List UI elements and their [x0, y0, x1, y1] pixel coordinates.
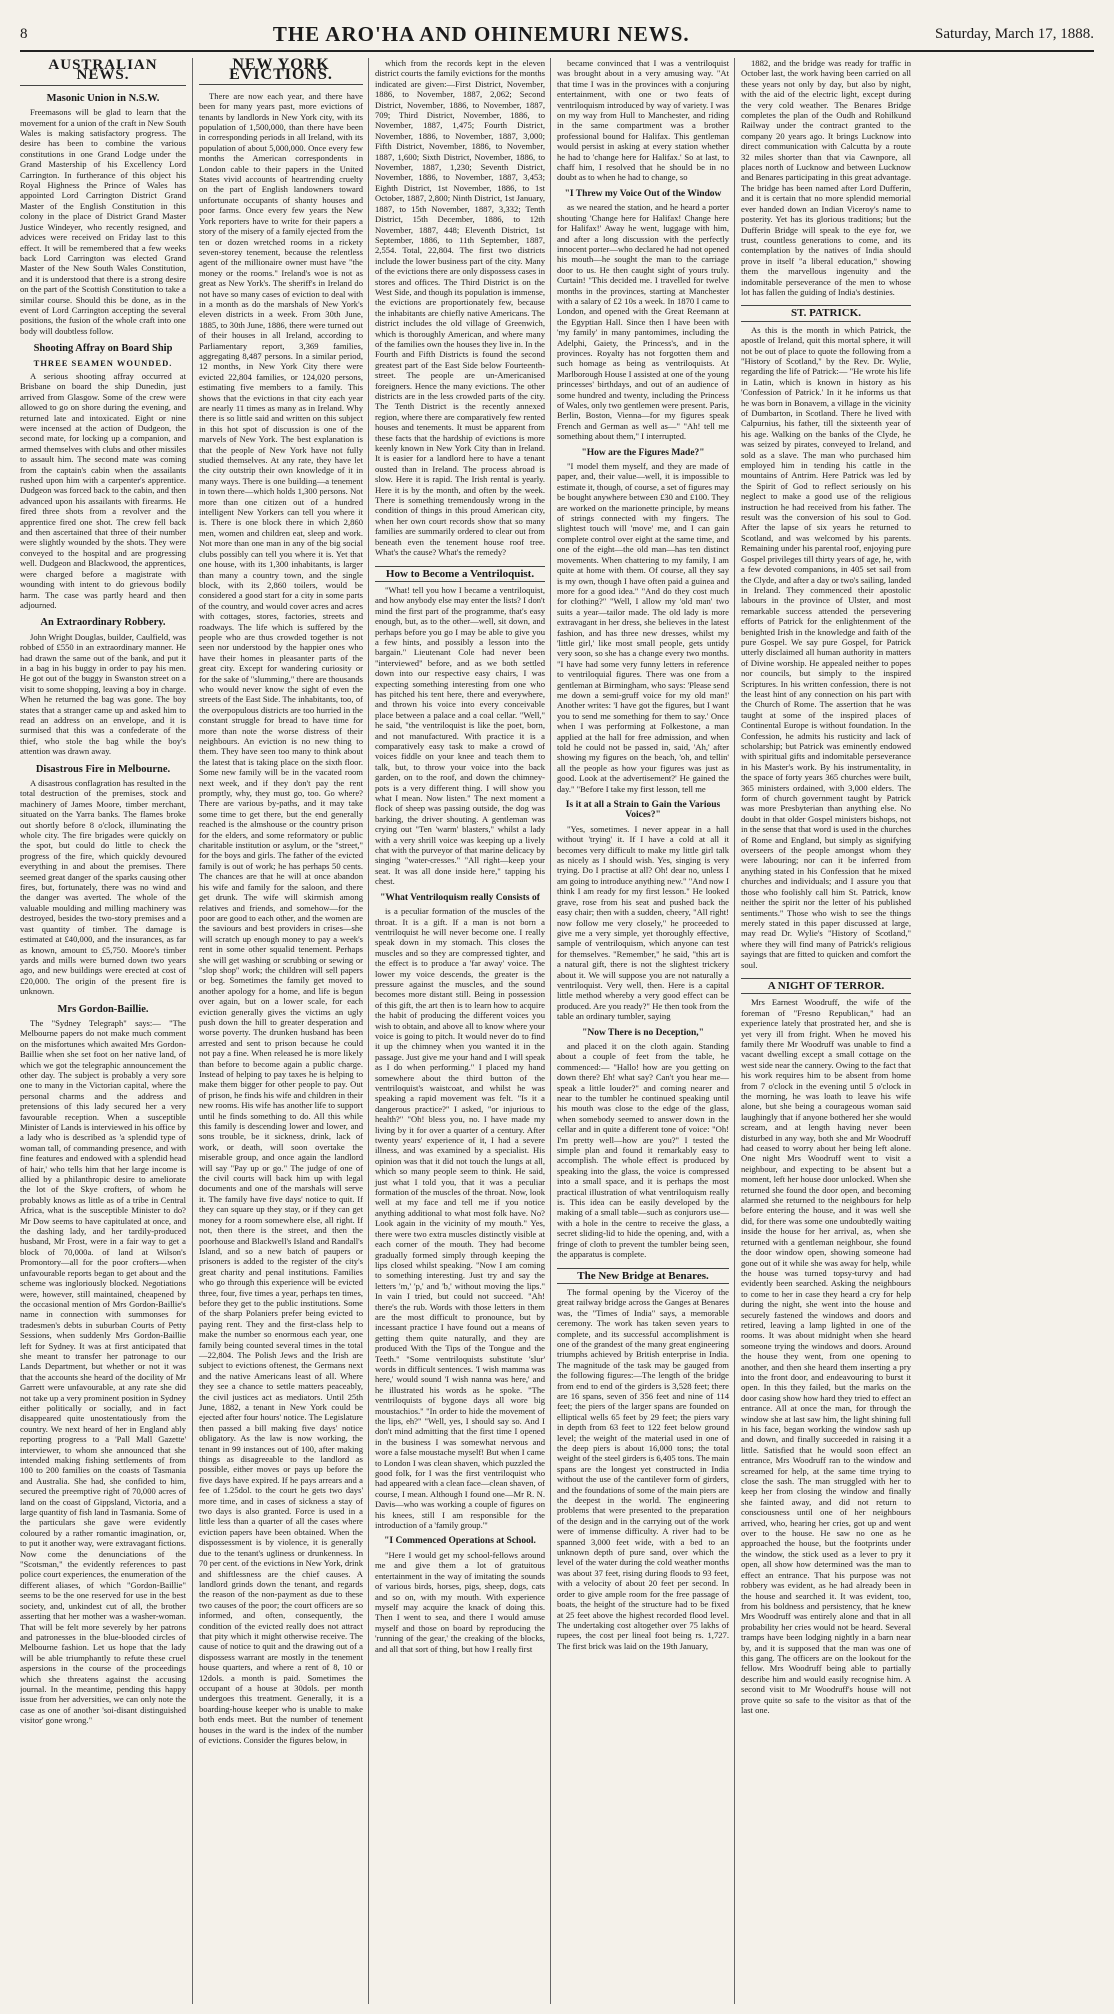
subheading-what-ventriloquism: "What Ventriloquism really Consists of [380, 892, 540, 903]
article-body-ventriloquist-6: "I model them myself, and they are made of paper, and, their value—well, it is impossible to estimate it, though, of course, a set of figures may be bought anywhere between £30 and £100. They are worked on the marionette principle, by means of strings connected with my fingers. The slightest touch will 'move' me, and I can gain complete control over eight at the same time, and one of the eight—the old man—has ten distinct movements. When chattering to my family, I am quite at home with them. Of course, all they say is my own, though I have often paid a guinea and more for a good idea." "And do they cost much for clothing?" "Well, I allow my 'old man' two suits a year—tailor made. The old lady is more extravagant in her dress, she believes in the latest fashion, and has three new dresses, whilst my 'little girl,' like most small people, gets untidy very soon, so she has a change every two months. "I have had some very funny letters in reference to ventriloquial figures. There was one from a gentleman at Birmingham, who says: 'Please send me down a semi-gruff voice for my old man!' Another writes: 'I have got the figures, but I want you to send me something for them to say.' Once when I was performing at Folkestone, a man applied at the hall for free admission, and when told he could not be passed in, said, 'Ah,' after showing my figures on the beach, 'oh, and tellin' all the people as how your figures was just as good. Look at the advertisement?' He gained the day." "Before I take my first lesson, tell me [557, 461, 729, 794]
masthead [20, 18, 1094, 52]
article-body-robbery: John Wright Douglas, builder, Caulfield, was robbed of £550 in an extraordinary manner. He had drawn the same out of the bank, and put it in a bag in his buggy in order to pay his men. He got out of the buggy in Swanston street on a visit to some shopping, leaving a boy in charge. When he returned the bag was gone. The boy states that a stranger came up and asked him to read an address on an envelope, and it is surmised that this was a confederate of the thief, who stole the bag while the boy's attention was drawn away. [20, 631, 186, 757]
column-2 [192, 58, 369, 2004]
article-title-gordon-baillie: Mrs Gordon-Baillie. [57, 1003, 149, 1015]
column-4 [550, 58, 735, 2004]
page-number: 8 [20, 25, 28, 42]
divider [20, 85, 186, 86]
article-title-shooting-affray: Shooting Affray on Board Ship [33, 343, 173, 355]
article-body-evictions-continued: which from the records kept in the eleven district courts the family evictions for the months indicated are given:—First District, November, 1886, to November, 1887, 2,062; Second District, November, 1886, to November, 1887, 709; Third District, November, 1886, to November, 1887, 1,475; Fourth District, November, 1886, to November, 1887, 3,000; Fifth District, November, 1886, to November, 1887, 1,600; Sixth District, November, 1886, to November, 1887, 1,230; Seventh District, November, 1886, to November, 1887, 3,453; Eighth District, 1st November, 1886, to 1st October, 1887, 2,800; Ninth District, 1st January, 1887, to 15th November, 1887, 3,332; Tenth District, 15th December, 1886, to 12th November, 1887, 448; Eleventh District, 1st September, 1886, to 11th September, 1887, 2,554. Total, 22,804. The first two districts include the lower business part of the city. Many of the evictions there are only dispossess cases in stores and offices. The Third District is on the West Side, and though its population is immense, the evictions are proportionately few, because the inhabitants are chiefly native Americans. The district includes the old village of Greenwich, which is thoroughly American, and where many of the families own the houses they live in. In the Fourth and Fifth Districts is found the second greatest part of the East Side below Fourteenth-street. The people are un-Americanised foreigners. Hence the many evictions. The other districts are in the less crowded parts of the city. The Tenth District is the recently annexed region, where there are comparatively few rented houses and tenements. It must be apparent from these facts that the hardship of evictions is more keenly known in New York City than in Ireland. It is easier for a landlord here to have a tenant ousted than in Ireland. The process abroad is slow. Here it is rapid. The Irish rental is yearly. Here it is by the month, and often by the week. There is something tremendously wrong in the condition of things in this proud American city, when her own court records show that so many families are summarily ordered to clear out from beneath even the tenement house roof tree. What's the cause? What's the remedy? [375, 58, 545, 558]
issue-date: Saturday, March 17, 1888. [935, 25, 1094, 42]
subheading-strain-voices: Is it at all a Strain to Gain the Various Voices?" [565, 800, 721, 821]
newspaper-title: THE ARO'HA AND OHINEMURI NEWS. [272, 21, 690, 46]
article-body-melbourne-fire: A disastrous conflagration has resulted in the total destruction of the premises, stock and machinery of James Moore, timber merchant, situated on the Yarra banks. The flames broke out shortly before 8 o'clock, illuminating the whole city. The fire brigades were quickly on the spot, but could do little to check the progress of the fire, which quickly devoured everything in and about the premises. There seemed great danger of the sparks causing other fires, but, fortunately, there was no wind and the danger was averted. The whole of the valuable moulding and milling machinery was destroyed, besides the two-story premises and a vast quantity of timber. The damage is estimated at £40,000, and the insurances, as far as known, amount to £5,750. Moore's timber yards and mills were burned down two years ago, and new buildings were erected at cost of £20,000. The origin of the present fire is unknown. [20, 778, 186, 997]
column-3 [368, 58, 551, 2004]
article-subtitle-shooting-affray: THREE SEAMEN WOUNDED. [33, 357, 173, 368]
article-title-st-patrick: ST. PATRICK. [741, 305, 911, 321]
section-title-australian-news: AUSTRALIAN NEWS. [48, 58, 158, 84]
columns [20, 58, 1094, 2008]
article-body-ventriloquist-8: and placed it on the cloth again. Standing about a couple of feet from the table, he commenced:— "Hallo! how are you getting on down there? Eh! what say? Can't you hear me—speak a little louder?" and coming nearer and near to the tumbler he continued speaking until his mouth was close to the edge of the glass, when somebody seemed to answer down in the cellar and in quite a different tone of voice: "Oh! I'm pretty well—how are you?" I tested the simple plan and found it remarkably easy to accomplish. The whole effect is produced by speaking into the glass, the voice is compressed into a small space, and it is perhaps the most practical illustration of what ventriloquism really is. This idea can be easily developed by the making of a small table—such as conjurors use—with a hole in the centre to receive the glass, a secret sliding-lid to hide the opening, and, with a fringe of cloth to prevent the tumbler being seen, the apparatus is complete. [557, 1040, 729, 1260]
article-body-ventriloquist-4: became convinced that I was a ventriloquist was brought about in a very amusing way. "At that time I was in the provinces with a conjuring entertainment, with one or two feats of ventriloquism introduced by way of variety. I was on my way from Hull to Manchester, and riding in the same compartment was a brother professional bound for Halifax. This gentleman would persist in asking at every station whether he had to 'change here for Halifax.' So at last, to chaff him, I resolved that he should be in no doubt as to when he had to change, so [557, 58, 729, 183]
article-body-gordon-baillie: The "Sydney Telegraph" says:— "The Melbourne papers do not make much comment on the misfortunes which awaited Mrs Gordon-Baillie when she set foot on her native land, of which we got the telegraphic announcement the other day. The subject is probably a very sore one to many in the Victorian capital, where the personal charms and the address and pretensions of this lady secured her a very favourable reception. When a susceptible Minister of Lands is interviewed in his office by a lady who is described as 'a splendid type of woman tall, of commanding presence, and with fine features and endowed with a splendid head of hair,' who tells him that her large income is allied by a philanthropic desire to ameliorate the lot of the Skye crofters, of whom he probably knows as little as of a tribe in Central Africa, what is the susceptible Minister to do? Mr Dow seems to have capitulated at once, and the dashing lady, and her tardily-produced husband, Mr Frost, were in a fair way to get a block of 70,000a. of land at Wilson's Promontory—all for the poor crofters—when unfavourable reports began to get about and the scheme was ingloriously blocked. Negotiations were, however, still maintained, cheapened by the occasional mention of Mrs Gordon-Baillie's name in connection with summonses for tradesmen's debts in suburban Courts of Petty Sessions, when suddenly Mrs Gordon-Baillie left for Sydney. It was at first anticipated that she meant to transfer her patronage to our Lands Department, but whether or not it was that the accounts she heard of the docility of Mr Garrett were unfavourable, at any rate she did not take up a very prominent position in Sydney either politically or socially, and in fact disappeared quite unostentatiously from the country. We next heard of her in England ably reporting progress to a 'Pall Mall Gazette' interviewer, to whom she announced that she intended making fishing settlements of from 100 to 200 families on the coasts of Tasmania and Australia. She had, she confided to him, secured the preemptive right of 70,000 acres of land on the coast of Gippsland, Victoria, and a large quantity of fish land in Tasmania. Some of the particulars she gave were evidently coloured by a rather romantic imagination, or, to put it another way, were extravagant fictions. Now come the denunciations of the "Scotsman," the evidently references to past police court experiences, the enumeration of the different aliases, of which "Gordon-Baillie" seems to be the one reserved for use in the best society, and, unkindest cut of all, the brother asserting that her mother was a washer-woman. That will be felt more severely by her patrons and patronesses in the blue-blooded circles of Melbourne fashion. Let us hope that the lady will be able triumphantly to refute these cruel aspersions in the course of the proceedings which she threatens against the accusing journal. In the meantime, pending this happy issue from her adversities, we can only note the case as one of another 'soi-disant distinguished visitor' gone wrong." [20, 1017, 186, 1726]
article-body-ventriloquist-7: "Yes, sometimes. I never appear in a hall without 'trying' it. If I have a cold at all it becomes very difficult to make my little girl talk as nicely as I should wish. Yes, singing is very trying. Do I practise at all? Oh! dear no, unless I am going to introduce anything new." "And now I think I am ready for my first lesson." He looked grave, rose from his seat and pushed back the easy chair; then with a sudden, cheery, "All right! now follow me very closely," he proceeded to give me a very simple, yet thoroughly effective, sample of ventriloquism, which anyone can test for themselves. "Remember," he said, "this art is a natural gift, there is not the slightest trickery about it. We will suppose you are not naturally a ventriloquist. Very well, then. Here is a capital little method whereby a very good effect can be produced. Are you ready?" He then took from the table an ordinary tumbler, saying [557, 823, 729, 1022]
article-title-benares-bridge: The New Bridge at Benares. [557, 1268, 729, 1284]
article-title-masonic-union: Masonic Union in N.S.W. [46, 92, 160, 104]
subheading-commenced-school: "I Commenced Operations at School. [384, 1536, 536, 1547]
article-body-shooting-affray: A serious shooting affray occurred at Brisbane on board the ship Dunedin, just arrived from Glasgow. Some of the crew were allowed to go on shore during the evening, and returned late and intoxicated. Eight or nine were incensed at the action of Dudgeon, the second mate, for locking up a companion, and armed themselves with clubs and other missiles to assault him. The second mate was coming from the captain's cabin when the assailants rushed upon him with a carpenter's apprentice. Dudgeon was forced back to the cabin, and then advanced upon his assailants with firearms. He fired three shots from a revolver and the apprentice fired one shot. The crew fell back and then ascertained that three of their number were slightly wounded by the shots. They were conveyed to the hospital and are progressing well. Dudgeon and Blackwood, the apprentices, were charged before a magistrate with wounding with intent to do grievous bodily harm. The case was partly heard and then adjourned. [20, 370, 186, 610]
column-5 [734, 58, 917, 2004]
article-title-melbourne-fire: Disastrous Fire in Melbourne. [35, 763, 171, 775]
article-body-benares-continued: 1882, and the bridge was ready for traffic in October last, the work having been carried on all these years not only by day, but also by night, with the aid of the electric light, except during the very cold weather. The Benares Bridge completes the plan of the Oudh and Rohilkund Railway under the contract granted to the company 20 years ago. It brings Lucknow into direct communication with Calcutta by a route 32 miles shorter than that via Cawnpore, all places north of Lucknow and between Lucknow and Benares participating in this great advantage. The bridge has been named after Lord Dufferin, and it is certain that no more splendid memorial ever handed down an Indian Viceroy's name to posterity. Yet has its glorious traditions; but the Dufferin Bridge will speak to the eye for, we trust, countless generations to come, and its contemplation by the natives of India should prove in itself "a liberal education," showing them the marvellous ingenuity and the indomitable perseverance of the men to whose lot has fallen the guiding of India's destinies. [741, 58, 911, 297]
article-body-masonic-union: Freemasons will be glad to learn that the movement for a union of the craft in New South Wales is making satisfactory progress. The desire has been to combine the various constitutions in one Grand Lodge under the Grand Mastership of his Excellency Lord Carrington. In furtherance of this object his Royal Highness the Prince of Wales has appointed Lord Carrington District Grand Master of the English Constitution in this colony in the place of District Grand Master Justice Windeyer, who recently resigned, and advices were received on Friday last to this effect. It will be remembered that a few weeks back Lord Carrington was elected Grand Master of the New South Wales Constitution, and it is understood that there is a strong desire on the part of the Scottish Constitution to take a similar course. Should this be done, as in the event of Lord Carrington accepting the several positions, the fusion of the whole craft into one body will doubtless follow. [20, 107, 186, 336]
article-body-ventriloquist-3: "Here I would get my school-fellows around me and give them a lot of gratuitous entertainment in the way of imitating the sounds of various birds, horses, pigs, sheep, dogs, cats and so on, with my mouth. With experience myself may acquire the knack of doing this. Then I went to sea, and there I would amuse myself and those on board by reproducing the 'running of the gear,' the creaking of the blocks, and all that sort of thing, but how I really first [375, 1549, 545, 1654]
article-body-ventriloquist-1: "What! tell you how I became a ventriloquist, and how anybody else may enter the lists? I don't mind the first part of the programme, that's easy enough, but, as to the other—well, sit down, and perhaps before you go I may be able to give you a few hints, and possibly a lesson into the bargain." Lieutenant Cole had never been "interviewed" before, and as we both settled down into our respective easy chairs, I was expecting something interesting from one who has pitched his tent here, there and everywhere, and thrown his voice into every conceivable place between a palace and a coal cellar. "Well," he said, "the ventriloquist is like the poet, born, and not manufactured. With practice it is a comparatively easy task to make a crowd of voices fiddle on your knee and teach them to talk, but, to throw your voice into the back garden, on to the roof, and down the chimney-pots is a very different thing. I will show you what I mean. Now listen." The next moment a flock of sheep was passing outside, the dog was barking, the driver shouting. A gentleman was crying out "Ten 'warm' blasters," whilst a lady with a very shrill voice was keeping up a lively chat with the purveyor of that marine delicacy by singing "water-cresses." "All right—keep your seat. It was all done inside here," tapping his chest. [375, 584, 545, 887]
article-body-ventriloquist-5: as we neared the station, and he heard a porter shouting 'Change here for Halifax! Change here for Halifax!' Away he went, luggage with him, and after a long discussion with the perfectly innocent porter—who declared he had not opened his mouth—he sought the man to the carriage door to us. He then caught sight of yours truly. Curtain! "This decided me. I travelled for twelve months in the provinces, starting at Manchester with a salary of £2 10s a week. In 1870 I came to London, and opened with the Great Reemann at the Egyptian Hall. Since then I have been with 'my family' in many pantomimes, including the Adelphi, Gaiety, the Princess's, and in the provinces. Royalty has not forgotten them and such homage as being as ventriloquists. At Marlborough House I assisted at one of the young princesses' birthdays, and out of an audience of some hundred and twenty, including the Princess of Wales, only two gentlemen were present. Paris, Berlin, Boston, Vienna—for my figures speak French and German as well as—" "Ah! tell me something about them," I interrupted. [557, 202, 729, 442]
column-1 [20, 58, 192, 2004]
article-body-benares-bridge: The formal opening by the Viceroy of the great railway bridge across the Ganges at Benares was, the "Times of India" says, a memorable ceremony. The work has taken seven years to complete, and its successful accomplishment is one of the grandest of the many great engineering triumphs achieved by British enterprise in India. The magnitude of the task may be gauged from the following figures:—The length of the bridge from end to end of the girders is 3,528 feet; there are 16 spans, seven of 356 feet and nine of 114 feet; the piers of the larger spans are founded on elliptical wells 65 feet by 29 feet; the piers vary in depth from 63 feet to 122 feet below ground level; the weight of the material used in one of the deep piers is about 16,000 tons; the total weight of the steel girders is 6,405 tons. The main spans are the longest yet constructed in India without the use of the cantilever form of girders, and the foundations of some of the main piers are the deepest in the world. The engineering problems that were presented to the preparation of the design and in the carrying out of the work were of immense difficulty. A river had to be spanned 3,000 feet wide, with a bed to an unknown depth of pure sand, over which the level of the water during the cold weather months was about 37 feet, rising during floods to 93 feet, with a velocity of about 20 feet per second. In order to give ample room for the free passage of boats, the height of the structure had to be fixed at 25 feet above the highest recorded flood level. The undertaking cost altogether over 75 lakhs of rupees, the cost per lineal foot being rs. 1,727. The first brick was laid on the 19th January, [557, 1286, 729, 1651]
subheading-no-deception: "Now There is no Deception," [582, 1027, 704, 1038]
article-body-ventriloquist-2: is a peculiar formation of the muscles of the throat. It is a gift. If a man is not born a ventriloquist he will never become one. I really speak down in my stomach. This closes the muscles and so they are compressed tighter, and the effect is to produce a 'far away' voice. The lower my voice descends, the greater is the pressure against the muscles, and the sound becomes more distant still. Being in possession of this gift, the art then is to learn how to acquire the habit of producing the different voices you wish to obtain, and above all to know where your voice is going to pitch. It would never do to find it up the chimney when you wanted it in the passage. Just give me your hand and I will speak as I do when performing." I placed my hand somewhere about the third button of the ventriloquist's waistcoat, and whilst he was speaking a rapid movement was felt. "Is it a dangerous practice?" I asked, "or injurious to health?" "Oh! bless you, no. I have made my living by it for over a quarter of a century. After twenty years' experience of it, I had a severe illness, and was examined by a specialist. His opinion was that it did not touch the lungs at all, which so many people seem to think. He said, just what I told you, that it was a peculiar formation of the muscles of the throat. Now, look well at my face and tell me if you notice anything additional to what most folk have. No? Look again in the vicinity of my mouth." Yes, there were two extra muscles distinctly visible at each corner of the mouth. They had become gradually formed simply through keeping the lips closed whilst speaking. "Now I am coming to something interesting. Just try and say the letters 'm,' 'p,' and 'b,' without moving the lips." In vain I tried, but could not succeed. "Ah! there's the rub. Words with those letters in them are the most difficult to pronounce, but by incessant practice I have found out a means of getting them quite naturally, and they are produced With the Tips of the Tongue and the Teeth." "Some ventriloquists substitute 'slur' words in difficult sentences. 'I wish mamma was here,' would sound 'I wish nanna was here,' and he illustrated his words as he spoke. "The ventriloquists of bygone days all wore big moustachios." "In order to hide the movement of the lips, eh?" "Well, yes, I should say so. And I don't mind admitting that the first time I opened in the business I was somewhat nervous and wore a false moustache myself! But when I came to London I was clean shaven, which puzzled the good folk, for I was the first ventriloquist who had appeared with a clean face—clean shaven, of course, I mean. Although I found one—Mr R. N. Davis—who was working a couple of figures on his knees, still I am responsible for the introduction of a 'family group.'" [375, 906, 545, 1531]
article-body-st-patrick: As this is the month in which Patrick, the apostle of Ireland, quit this mortal sphere, it will not be out of place to quote the following from a "History of Scotland," by the Rev. Dr. Wylie, regarding the life of Patrick:— "He wrote his life in Latin, which is known in history as his 'Confession of Patrick.' In it he informs us that he was born in Bonavem, a village in the vicinity of Dumbarton, in Scotland. There he lived with Calpurnius, his father, till the sixteenth year of his age. Walking on the banks of the Clyde, he was seized by pirates, conveyed to Ireland, and sold as a slave. The man who purchased him employed him in tending his cattle in the mountains of Antrim. Here Patrick was led by the Spirit of God to reflect seriously on his neglect to make a good use of the religious instruction he had received from his father. The result was the conversion of his soul to God. After the lapse of six years he returned to Scotland, and was welcomed by his parents. Remaining under his parental roof, enjoying pure Gospel privileges till thirty years of age, he, with a few devoted companions, in 405 set sail from the Clyde, and after a day or two's sailing, landed in Ireland. They commenced their apostolic labours in the province of Ulster, and most remarkable success attended the persevering efforts of Patrick for the enlightenment of the benighted Irish in the knowledge and faith of the pure Gospel. We say pure Gospel, for Patrick utterly disclaimed all human authority in matters of Divine worship. He appealed neither to popes nor councils, but simply to the inspired Scriptures. In his written confession, there is not the least hint of any connection on his part with the Church of Rome. The assertion that he was taught at some of the inspired places of Continental Europe is without foundation. In the Confession, he admits his rusticity and lack of scholarship; but Patrick was eminently endowed with spiritual gifts and indomitable perseverance in his Master's work. By his instrumentality, in the space of forty years 365 churches were built, 365 ministers ordained, with 3,000 elders. The form of church government taught by Patrick was more Presbyterian than anything else. No doubt in that older Gospel ministers bishops, not in the sense that that word is used in the churches of Rome and England, but simply as signifying overseers of the people amongst whom they were labouring; nor can it be inferred from anything stated in his Confession that he mixed churches and individuals; and I assure you that those who foolishly call him St. Patrick, know neither the spirit nor the letter of his published sentiments." Those who wish to see the things merely stated in this paper discussed at large, may read Dr. Wylie's "History of Scotland," where they will find many of Patrick's religious sayings that are fitted to quicken and comfort the soul. [741, 324, 911, 970]
article-title-ventriloquist: How to Become a Ventriloquist. [375, 566, 545, 582]
article-body-night-of-terror: Mrs Earnest Woodruff, the wife of the foreman of "Fresno Republican," had an experience lately that prostrated her, and she is yet very ill from fright. When he moved his family there Mr Woodruff was unable to find a vacant dwelling except a small cottage on the west side near the cannery. Owing to the fact that his work requires him to be absent from home from 7 o'clock in the evening until 5 o'clock in the morning, he was loath to leave his wife alone, but she being a courageous woman said laughingly that if anyone bothered her she would scream, and at length having never been disturbed in any way, both she and Mr Woodruff had ceased to worry about her being left alone. One night Mrs Woodruff went to visit a neighbour, and expecting to be absent but a moment, left her house door unlocked. When she returned she found the door open, and becoming alarmed she returned to the neighbours for help before entering the house, and it was well she did, for there was some one undoubtedly waiting inside the house for her arrival, as, when she returned with a gentleman neighbour, she found the door window open, showing someone had gone out of it while she was away for help, while the house was turned topsy-turvy and had evidently been searched. Asking the neighbours to come to her in case they heard a cry for help during the night, she went into the house and securely fastened the windows and doors and retired, leaving a lamp lighted in one of the rooms. It was about midnight when she heard someone trying the windows and doors. Around the house they went, from one opening to another, and then she heard them inserting a pry into the front door, and endeavouring to burst it open. In this they failed, but the marks on the door casing show how hard they tried to effect an entrance. All at once the man, for through the window she at last saw him, the light shining full in his face, began working the window sash up and down, and finally succeeded in raising it a little. Satisfied that he would soon effect an entrance, Mrs Woodruff ran to the window and screamed for help, at the same time trying to close the sash. The man struggled with her to keep her from closing the window and finally she fainted away, and did not return to consciousness until one of her neighbours arrived, who, hearing her cries, got up and went over to the house. He saw no one as he approached the house, but the footprints under the window, the stick used as a lever to pry it open, all show how determined was the man to effect an entrance. That his purpose was not robbery was evident, as he had already been in the house and searched it. It was evident, too, from his boldness and persistency, that he knew Mrs Woodruff was entirely alone and that in all probability her cries would not be heard. Several tramps have been lodging nightly in a barn near by, and it is supposed that the man was one of this gang. The officers are on the lookout for the fellow. Mrs Woodruff being able to partially describe him and would easily recognise him. A second visit to Mr Woodruff's house will not prove quite so safe to the visitor as that of the last one. [741, 997, 911, 1715]
subheading-threw-voice: "I Threw my Voice Out of the Window [564, 188, 722, 199]
article-body-new-york-evictions: There are now each year, and there have been for many years past, more evictions of tenants by landlords in New York city, with its population of 1,500,000, than there have been in corresponding periods in all Ireland, with its population of about 5,000,000. Once every few months the American correspondents in London cable to their papers in the United States vivid accounts of heartrending cruelty on the part of English landowners toward unfortunate occupants of shanty houses and poor farms. Once every few years the New York reporters have to write for their papers a story of the misery of a family ejected from the ten or dozen wretched rooms in a rickety seven-storey tenement, because the relentless agent of the millionaire owner must have "the money or the rooms." Ireland's woe is not as great as New York's. The sheriff's in Ireland do not have so many cases of eviction to deal with in a month as do the marshals of New York's eleven districts in a week. From 30th June, 1885, to 30th June, 1886, there were turned out of their houses in all Ireland, according to Parliamentary report, 3,369 families, aggregating 8,487 persons. In a similar period, 12 months, in New York City there were evicted 22,804 families, or 124,020 persons, estimating five members to a family. This shows that the evictions in that city each year are nearly 11 times as many as in Ireland. Why there is so little said and written on this subject in this hot spot of discussion is one of the marvels of New York. The best explanation is that the people of New York have not fully studied themselves. At any rate, they have let the city outstrip their own knowledge of it in many ways. There is one building—a tenement in town there—which holds 1,300 persons. Not more than one citizen out of a hundred intelligent New Yorkers can tell you where it is. There is one block there in which 2,860 men, women and children eat, sleep and work. Not more than one man in any of the big social clubs possibly can tell you where it is. Yet that one house, with its 1,300 inhabitants, is larger than many a country town, and the single block, with its 2,860 toilers, would be considered a good start for a city in some parts of the country, and would cover acres and acres with cottages, stores, factories, streets and roadways. The life which is suffered by the people who are thus crowded together is not seen nor understood by the happier ones who have their homes in pleasanter parts of the great city. Except for wandering curiosity or for the sake of "slumming," there are thousands who would never know the sight of even the streets of the East Side. The inhabitants, too, of the overpopulous districts are too hurried in the constant struggle for bread to have time for more than note the worse distress of their neighbours. An eviction is no new thing to them. They have seen too many to think about the latest that is taking place on the sixth floor. Some new family will be in the vacated room next week, and if they don't pay the rent promptly, why, they must go, too. Go where? There are various by-paths, and it may take some time to get there, but the end generally reached is the almshouse or the country prison for the elders, and some reformatory or public charitable institution or asylum, or the "street," for the boys and girls. The father of the evicted family is out of work; he has perhaps 50 cents. The chances are that he will at once abandon his wife and family for the saloon, and there get drunk. The wife will skirmish among relatives and friends, and somehow—for the poor are good to each other, and the women are the saviours and best providers in crises—she will scratch up enough money to pay a week's rent in some other squalid tenement. Perhaps she will get washing or scrubbing or sewing or "slop shop" work; the children will sell papers or beg. Sometimes the family get moved to another apology for a home, and life is begun over again, but on a lower scale, for each eviction generally gives the victims an ugly push down the hill to greater desperation and worse poverty. The drunken husband has been arrested and sent to prison because he could not pay a fine. When released he is more likely than before to become again a public charge. Instead of helping to pay taxes he is helping to make them bigger for other people to pay. Out of prison, he finds his wife and children in their new rooms. His wife has another life to support until he finds something to do. All this while this family is descending lower and lower, and sons trouble, be it sickness, drink, lack of work, or death, will soon overtake the miserable group, and once again the landlord will say "Pay up or go." The judge of one of the civil courts will back him up with legal documents and one of the marshals will serve it. The family have five days' notice to quit. If they can square up they stay, or if they can get money for a room somewhere else, all right. If not, then there is the street, and then the poorhouse and Blackwell's Island and Randall's Island, and so a new batch of paupers or prisoners is added to the register of the city's great charity and penal institutions. Families who go through this experience will be evicted three, four, five times a year, perhaps ten times, before they get to the public institutions. Some of the sharp Polaniers prefer being evicted to paying rent. They and the first-class help to make the number so enormous each year, one family being counted several times in the total—22,804. The Polish Jews and the Irish are subject to evictions oftenest, the Germans next and the native Americans least of all. Where they see a chance to settle matters peaceably, the civil justices act as mediators. Until 25th June, 1882, a tenant in New York could be ejected after four hours' notice. The Legislature then passed a bill making five days' notice obligatory. As the law is now working, the tenant in 99 instances out of 100, after making things as disagreeable to the landlord as possible, either moves or pays up before the five days have expired. If he pays arrears and a fee of 1.25dol. to the court he gets two days' more time, and in cases of sickness a stay of two days is also granted. Force is used in a little less than a quarter of all the cases where eviction papers have been obtained. When the dispossessment is by violence, it is generally due to the tenant's ugliness or drunkenness. In 70 per cent. of the evictions in New York, drink and shiftlessness are the chief causes. A landlord grinds down the tenant, and regards the reason of the non-payment as due to these two causes of the poor; the court officers are so informed, and often, consequently, the condition of the evicted really does not attract that pity which it might otherwise receive. The cause of notice to quit and the drawing out of a dispossess warrant are mostly in the tenement house quarters, and where a rent of 8, 10 or 12dols. a month is paid. Sometimes the occupant of a house at 30dols. per month undergoes this treatment. Generally, it is a boarding-house keeper who is unable to make both ends meet. But the number of tenement houses in the ward is the index of the number of evictions. Consider the figures below, in [199, 90, 363, 1745]
subheading-figures-made: "How are the Figures Made?" [581, 447, 705, 458]
article-title-robbery: An Extraordinary Robbery. [40, 617, 166, 629]
article-title-new-york-evictions: NEW YORK EVICTIONS. [199, 60, 363, 85]
article-title-night-of-terror: A NIGHT OF TERROR. [741, 978, 911, 994]
